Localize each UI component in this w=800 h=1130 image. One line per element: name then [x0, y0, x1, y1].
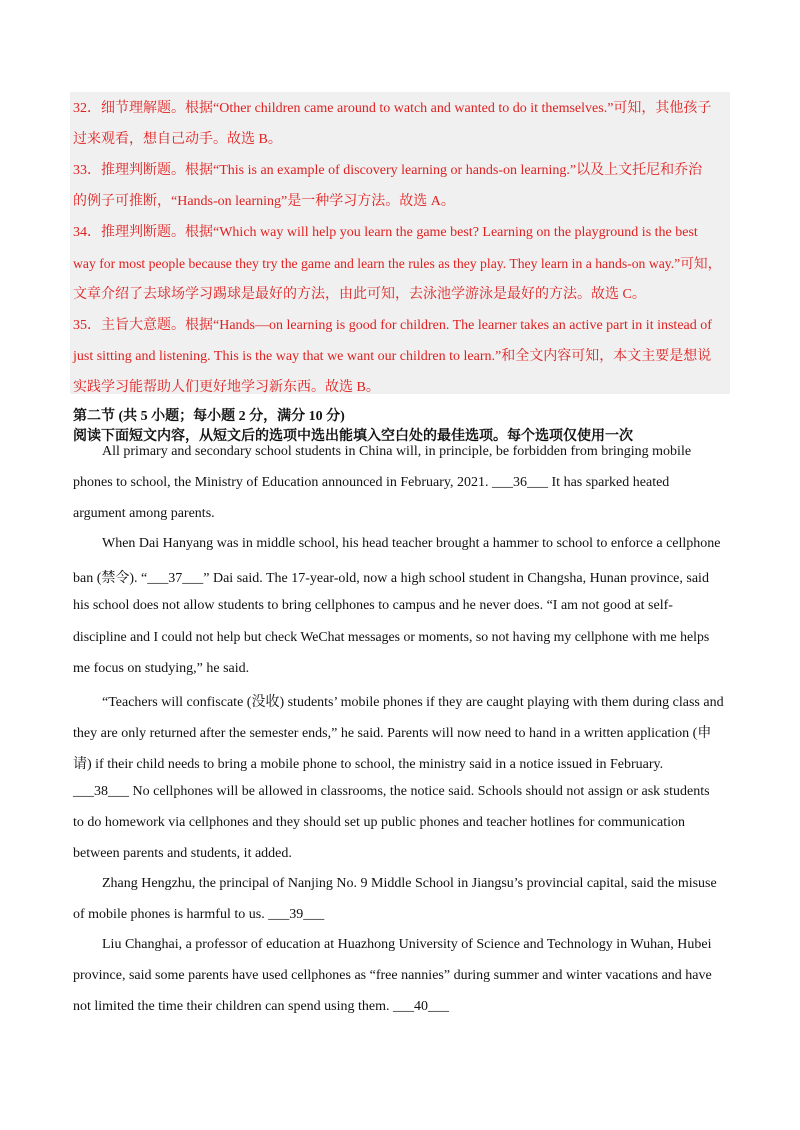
- explanation-line: 的例子可推断，“Hands-on learning”是一种学习方法。故选 A。: [73, 194, 455, 209]
- passage-line: me focus on studying,” he said.: [73, 661, 250, 676]
- passage-line: his school does not allow students to bring cellphones to campus and he never does. “I am not good at self-: [73, 598, 673, 613]
- explanation-line: 过来观看，想自己动手。故选 B。: [73, 132, 282, 147]
- passage-line: “Teachers will confiscate (没收) students’ mobile phones if they are caught playing with them during class and: [102, 695, 724, 710]
- passage-line: argument among parents.: [73, 506, 215, 521]
- explanation-line: 32．细节理解题。根据“Other children came around to watch and wanted to do it themselves.”可知，其他孩子: [73, 101, 712, 116]
- explanation-line: 33．推理判断题。根据“This is an example of discovery learning or hands-on learning.”以及上文托尼和乔治: [73, 163, 703, 178]
- passage-line: 请) if their child needs to bring a mobile phone to school, the ministry said in a notice issued in February.: [73, 757, 664, 772]
- passage-line: of mobile phones is harmful to us. ___39___: [73, 907, 325, 922]
- blank-40: ___40___: [392, 999, 449, 1014]
- passage-line: between parents and students, it added.: [73, 846, 292, 861]
- passage-line: not limited the time their children can spend using them. ___40___: [73, 999, 449, 1014]
- passage-line: they are only returned after the semester ends,” he said. Parents will now need to hand in a written application (申: [73, 726, 712, 741]
- blank-39: ___39___: [268, 907, 325, 922]
- section-title: 第二节 (共 5 小题；每小题 2 分，满分 10 分): [73, 409, 345, 424]
- passage-line: When Dai Hanyang was in middle school, his head teacher brought a hammer to school to enforce a cellphone: [102, 536, 721, 551]
- passage-line: ban (禁令). “___37___” Dai said. The 17-year-old, now a high school student in Changsha, Hunan province, said: [73, 571, 709, 586]
- blank-36: ___36___: [492, 475, 549, 490]
- blank-37: ___37___: [147, 571, 204, 586]
- passage-line: province, said some parents have used cellphones as “free nannies” during summer and winter vacations and have: [73, 968, 712, 983]
- passage-line: Zhang Hengzhu, the principal of Nanjing No. 9 Middle School in Jiangsu’s provincial capital, said the misuse: [102, 876, 717, 891]
- blank-38: ___38___: [73, 784, 129, 799]
- passage-line: All primary and secondary school students in China will, in principle, be forbidden from bringing mobile: [102, 444, 692, 459]
- passage-line: discipline and I could not help but check WeChat messages or moments, so not having my cellphone with me helps: [73, 629, 710, 644]
- explanation-line: just sitting and listening. This is the way that we want our children to learn.”和全文内容可知，本文主要是想说: [73, 349, 712, 364]
- explanation-line: 34．推理判断题。根据“Which way will help you learn the game best? Learning on the playground is the best: [73, 225, 698, 240]
- passage-line: to do homework via cellphones and they should set up public phones and teacher hotlines for communication: [73, 815, 685, 830]
- passage-line: Liu Changhai, a professor of education at Huazhong University of Science and Technology in Wuhan, Hubei: [102, 937, 712, 952]
- explanation-line: 文章介绍了去球场学习踢球是最好的方法，由此可知，去泳池学游泳是最好的方法。故选 C。: [73, 287, 646, 302]
- section-instruction: 阅读下面短文内容，从短文后的选项中选出能填入空白处的最佳选项。每个选项仅使用一次: [73, 429, 633, 444]
- explanation-line: 35．主旨大意题。根据“Hands—on learning is good for children. The learner takes an active part in it instead of: [73, 318, 712, 333]
- passage-line: ___38___ No cellphones will be allowed in classrooms, the notice said. Schools should not assign or ask students: [73, 784, 710, 799]
- explanation-line: way for most people because they try the game and learn the rules as they play. They learn in a hands-on way.”可知，: [73, 256, 722, 271]
- explanation-line: 实践学习能帮助人们更好地学习新东西。故选 B。: [73, 380, 380, 395]
- passage-line: phones to school, the Ministry of Education announced in February, 2021. ___36___ It has sparked heated: [73, 475, 670, 490]
